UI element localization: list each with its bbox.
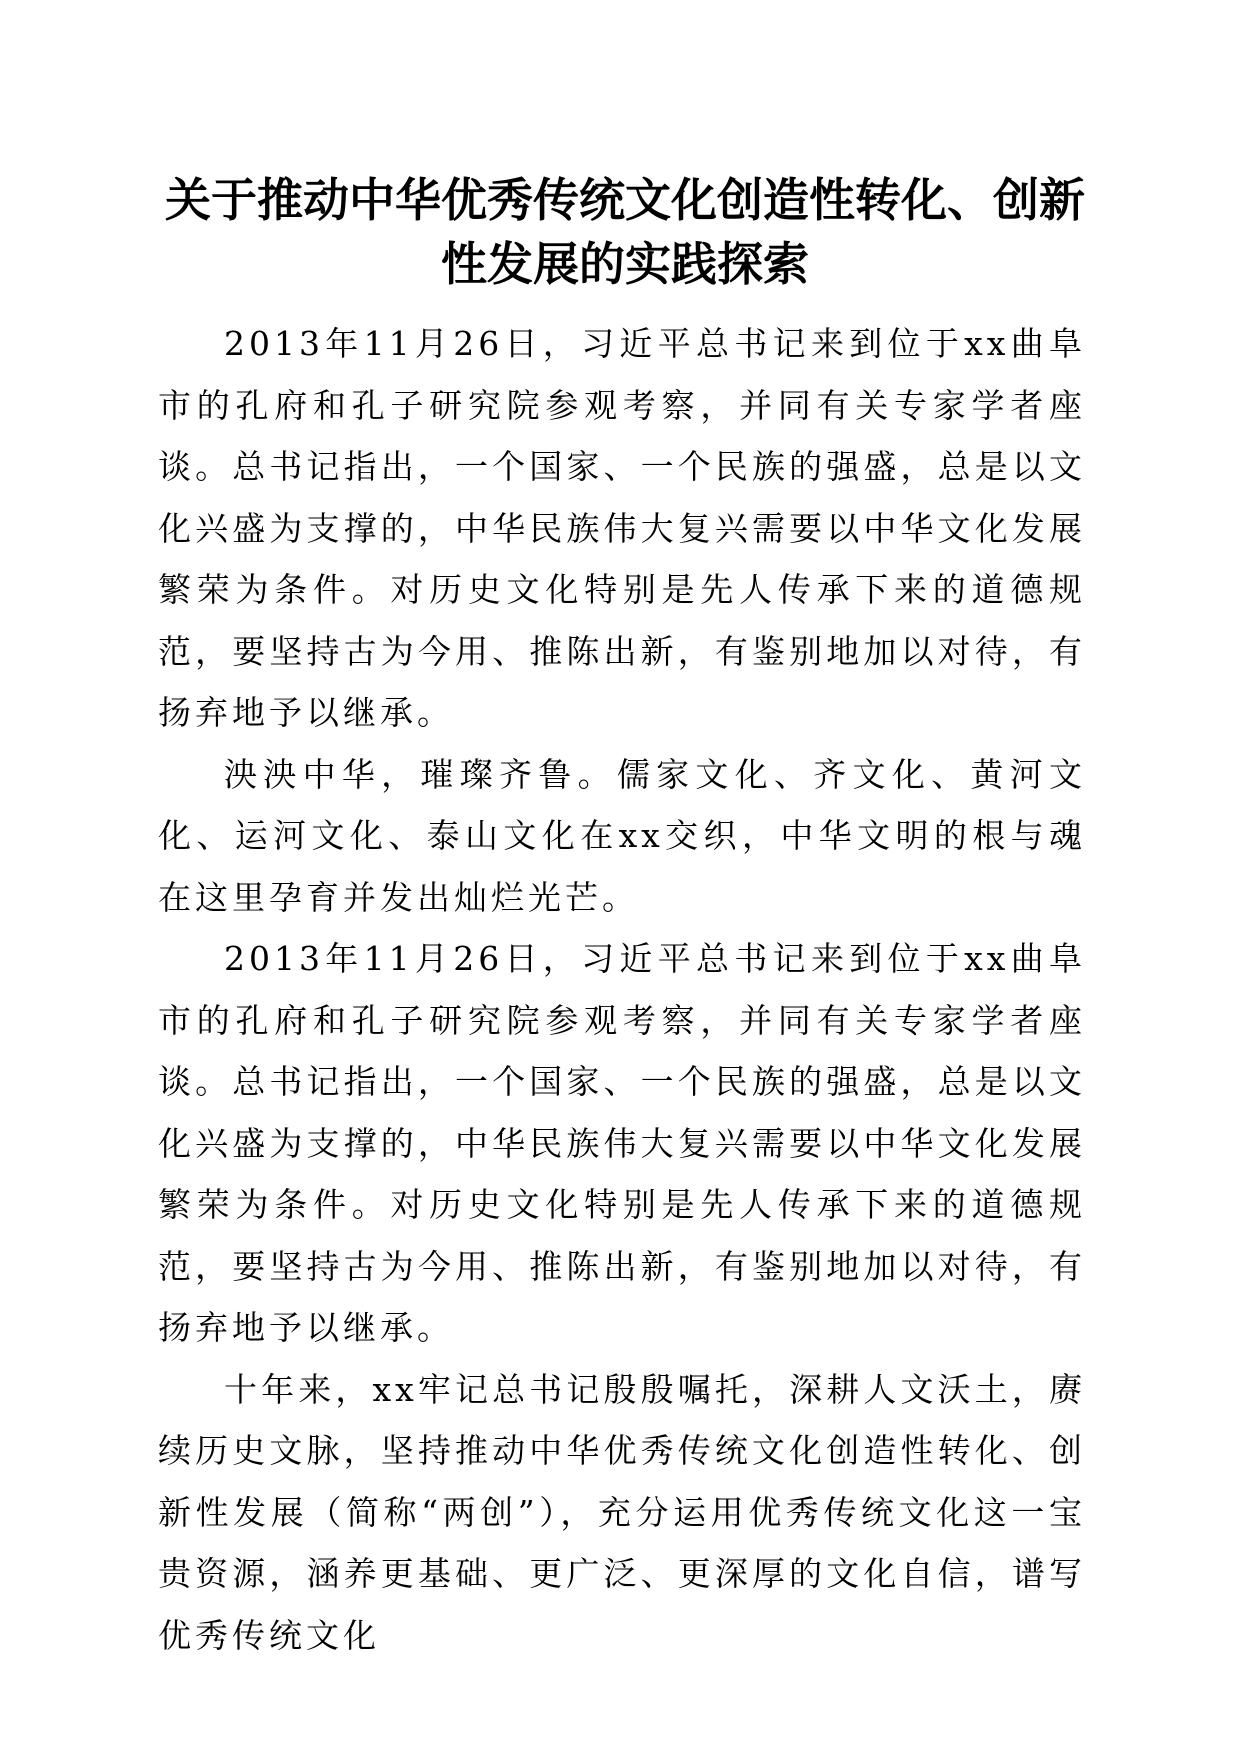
document-body [158,313,1086,1666]
paragraph: 十年来，xx牢记总书记殷殷嘱托，深耕人文沃土，赓续历史文脉，坚持推动中华优秀传统文化创造性转化、创新性发展（简称“两创”），充分运用优秀传统文化这一宝贵资源，涵养更基础、更广泛、更深厚的文化自信，谱写优秀传统文化 [158,1369,1086,1655]
paragraph: 泱泱中华，璀璨齐鲁。儒家文化、齐文化、黄河文化、运河文化、泰山文化在xx交织，中华文明的根与魂在这里孕育并发出灿烂光芒。 [158,754,1086,917]
paragraph: 2013年11月26日，习近平总书记来到位于xx曲阜市的孔府和孔子研究院参观考察，并同有关专家学者座谈。总书记指出，一个国家、一个民族的强盛，总是以文化兴盛为支撑的，中华民族伟大复兴需要以中华文化发展繁荣为条件。对历史文化特别是先人传承下来的道德规范，要坚持古为今用、推陈出新，有鉴别地加以对待，有扬弃地予以继承。 [158,324,1086,732]
document-title: 关于推动中华优秀传统文化创造性转化、创新性发展的实践探索 [165,173,1085,291]
paragraph: 2013年11月26日，习近平总书记来到位于xx曲阜市的孔府和孔子研究院参观考察，并同有关专家学者座谈。总书记指出，一个国家、一个民族的强盛，总是以文化兴盛为支撑的，中华民族伟大复兴需要以中华文化发展繁荣为条件。对历史文化特别是先人传承下来的道德规范，要坚持古为今用、推陈出新，有鉴别地加以对待，有扬弃地予以继承。 [158,939,1086,1347]
